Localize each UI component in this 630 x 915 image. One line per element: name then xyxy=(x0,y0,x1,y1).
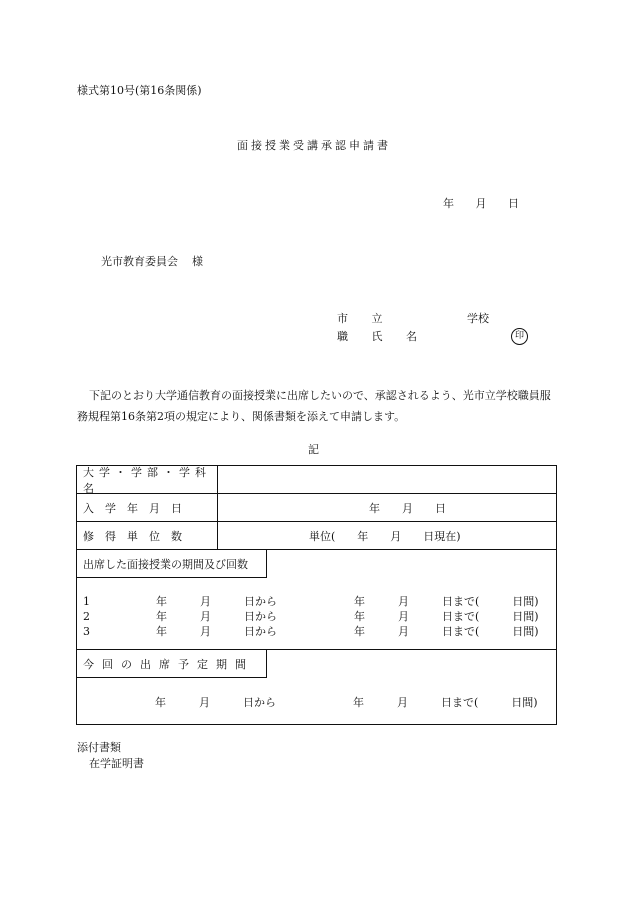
date-month-label: 月 xyxy=(475,197,487,210)
planned-label: 今回の出席予定期間 xyxy=(77,650,267,678)
admission-value: 年 月 日 xyxy=(369,502,446,515)
applicant-school xyxy=(337,312,489,325)
document-title: 面接授業受講承認申請書 xyxy=(237,139,391,152)
session-row-2: 2 年 月 日から 年 月 日まで( 日間) xyxy=(83,610,539,623)
date-year-label: 年 xyxy=(443,197,454,210)
admission-label: 入 学 年 月 日 xyxy=(77,494,218,521)
session-row-3: 3 年 月 日から 年 月 日まで( 日間) xyxy=(83,625,539,638)
credits-label: 修 得 単 位 数 xyxy=(77,522,218,549)
seal-icon: 印 xyxy=(511,328,528,345)
table-row-planned xyxy=(77,650,556,725)
application-date xyxy=(443,198,519,209)
university-label: 大学・学部・学科名 xyxy=(77,466,218,493)
request-statement: 下記のとおり大学通信教育の面接授業に出席したいので、承認されるよう、光市立学校職員服務規程第16条第2項の規定により、関係書類を添えて申請します。 xyxy=(77,389,551,423)
credits-value: 単位( 年 月 日現在) xyxy=(309,530,461,543)
form-number: 様式第10号(第16条関係) xyxy=(77,84,202,97)
date-day-label: 日 xyxy=(508,197,519,210)
addressee-honorific: 様 xyxy=(192,255,203,268)
school-prefix: 市 立 xyxy=(337,312,393,325)
attachment-item: 在学証明書 xyxy=(89,757,144,770)
ki-heading: 記 xyxy=(308,443,319,456)
school-suffix: 学校 xyxy=(467,312,489,325)
applicant-name xyxy=(337,331,427,342)
name-label: 職 氏 名 xyxy=(337,330,427,343)
attended-label: 出席した面接授業の期間及び回数 xyxy=(77,550,267,578)
attachments-heading: 添付書類 xyxy=(77,741,121,754)
session-row-1: 1 年 月 日から 年 月 日まで( 日間) xyxy=(83,595,539,608)
planned-period-value: 年 月 日から 年 月 日まで( 日間) xyxy=(155,696,538,709)
application-table xyxy=(76,465,557,725)
table-row-attended xyxy=(77,550,556,650)
addressee-name: 光市教育委員会 xyxy=(101,255,178,268)
table-row-admission xyxy=(77,494,556,522)
table-row-credits xyxy=(77,522,556,550)
addressee xyxy=(101,256,203,267)
table-row-university xyxy=(77,466,556,494)
